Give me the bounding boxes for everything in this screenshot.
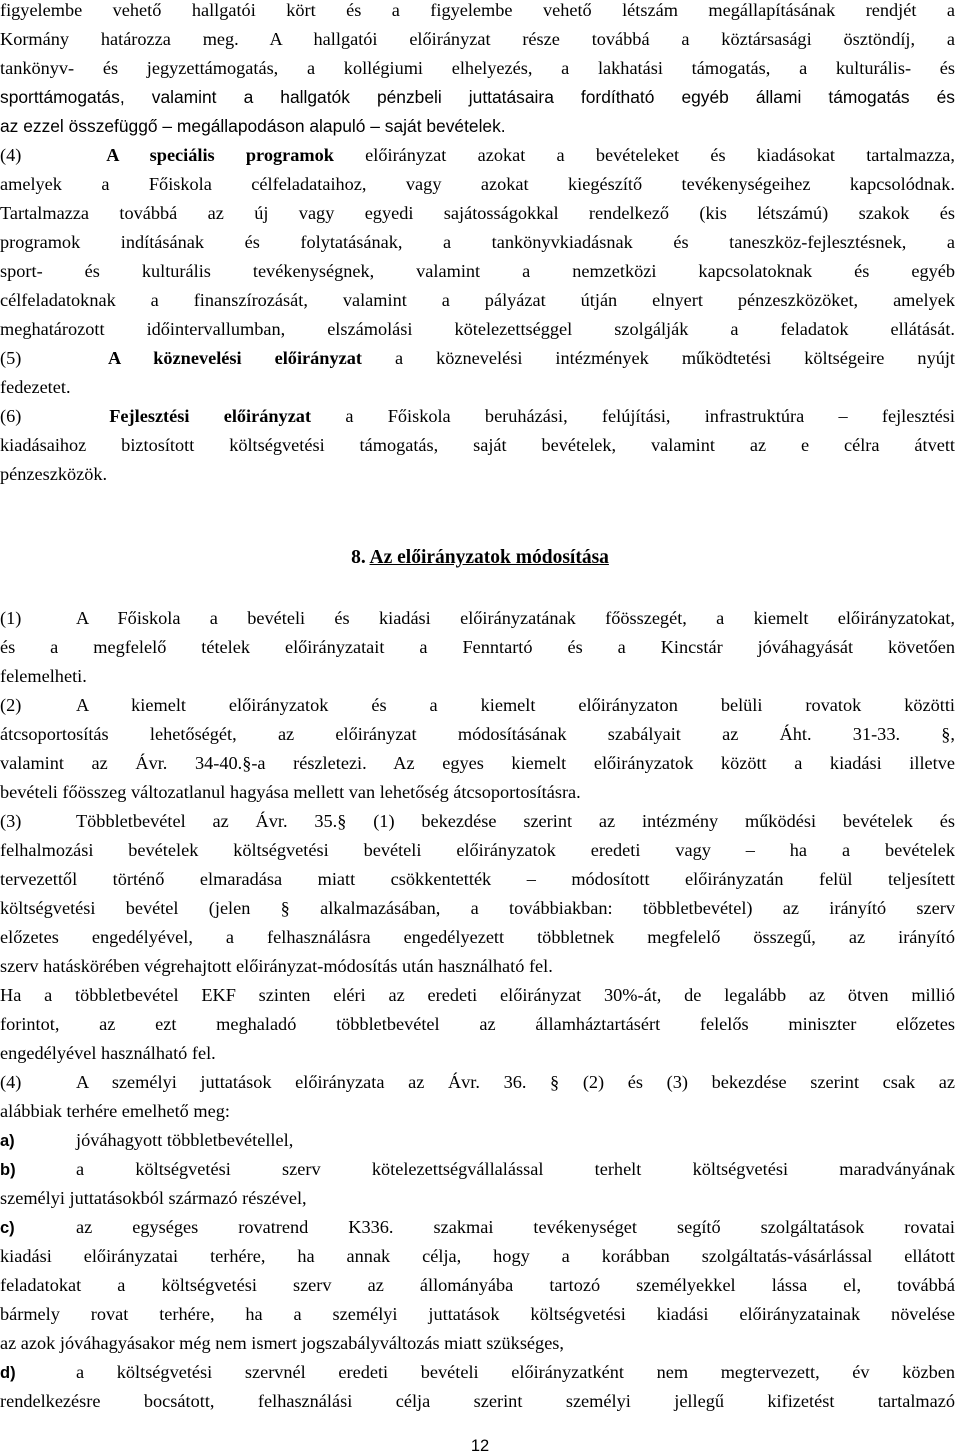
text-line: személyi juttatásokból származó részével, bbox=[0, 1188, 307, 1208]
section-paragraph-3-first-line: (3) Többletbevétel az Ávr. 35.§ (1) bekezdése szerint az intézmény működési bevételek és bbox=[0, 807, 955, 836]
list-item-c: c) az egységes rovatrend K336. szakmai tevékenységet segítő szolgáltatások rovatai bbox=[0, 1213, 955, 1242]
text-line: előzetes engedélyével, a felhasználásra engedélyezett többletnek megfelelő összegű, az irányító bbox=[0, 927, 955, 947]
list-label: a) bbox=[0, 1132, 15, 1150]
text-line: költségvetési bevétel (jelen § alkalmazásában, a továbbiakban: többletbevétel) az irányító szerv bbox=[0, 898, 955, 918]
text-line: sport- és kulturális tevékenységnek, valamint a nemzetközi kapcsolatoknak és egyéb bbox=[0, 261, 955, 281]
paragraph-number: (6) bbox=[0, 406, 22, 426]
paragraph-5-first-line: (5) A köznevelési előirányzat a köznevelési intézmények működtetési költségeire nyújt bbox=[0, 344, 955, 373]
text-line: tervezettől történő elmaradása miatt csökkentették – módosított előirányzatán felül teljesített bbox=[0, 869, 955, 889]
text-line: szerv hatáskörében végrehajtott előirányzat-módosítás után használható fel. bbox=[0, 956, 553, 976]
text-line: Kormány határozza meg. A hallgatói előirányzat része továbbá a köztársasági ösztöndíj, a bbox=[0, 29, 955, 49]
text-line: amelyek a Főiskola célfeladataihoz, vagy azokat kiegészítő tevékenységeihez kapcsolódnak. bbox=[0, 174, 955, 194]
section-paragraph-2-first-line: (2) A kiemelt előirányzatok és a kiemelt előirányzaton belüli rovatok közötti bbox=[0, 691, 955, 720]
text-line: kiadási előirányzatai terhére, ha annak célja, hogy a korábban szolgáltatás-vásárlással ellátott bbox=[0, 1246, 955, 1266]
term-special-programs: A speciális programok bbox=[106, 145, 334, 165]
text-line: felhalmozási bevételek költségvetési bevételi előirányzatok eredeti vagy – ha a bevételek bbox=[0, 840, 955, 860]
text-line: felemelheti. bbox=[0, 666, 87, 686]
list-item-b: b) a költségvetési szerv kötelezettségvállalással terhelt költségvetési maradványának bbox=[0, 1155, 955, 1184]
term-public-education: A köznevelési előirányzat bbox=[108, 348, 362, 368]
paragraph-number: (5) bbox=[0, 348, 22, 368]
text-line: fedezetet. bbox=[0, 377, 71, 397]
text-line: az azok jóváhagyásakor még nem ismert jogszabályváltozás miatt szükséges, bbox=[0, 1333, 564, 1353]
text-line: átcsoportosítás lehetőségét, az előirányzat módosításának szabályait az Áht. 31-33. §, bbox=[0, 724, 955, 744]
text-line: engedélyével használható fel. bbox=[0, 1043, 216, 1063]
paragraph-6-first-line: (6) Fejlesztési előirányzat a Főiskola beruházási, felújítási, infrastruktúra – fejlesztési bbox=[0, 402, 955, 431]
text-line: forintot, az ezt meghaladó többletbevétel az államháztartásért felelős miniszter előzetes bbox=[0, 1014, 955, 1034]
section-heading bbox=[0, 543, 960, 573]
paragraph-number: (4) bbox=[0, 1072, 22, 1092]
paragraph-number: (2) bbox=[0, 695, 22, 715]
list-label: c) bbox=[0, 1219, 15, 1237]
text-line: Ha a többletbevétel EKF szinten eléri az eredeti előirányzat 30%-át, de legalább az ötven millió bbox=[0, 985, 955, 1005]
text-line: bevételi főösszeg változatlanul hagyása mellett van lehetőség átcsoportosításra. bbox=[0, 782, 581, 802]
text-line: bármely rovat terhére, ha a személyi juttatások költségvetési kiadási előirányzatainak növelése bbox=[0, 1304, 955, 1324]
text-line: és a megfelelő tételek előirányzatait a Fenntartó és a Kincstár jóváhagyását követően bbox=[0, 637, 955, 657]
paragraph-number: (3) bbox=[0, 811, 22, 831]
paragraph-number: (1) bbox=[0, 608, 22, 628]
text-line: sporttámogatás, valamint a hallgatók pénzbeli juttatásaira fordítható egyéb állami támogatás és bbox=[0, 87, 955, 107]
text-line: valamint az Ávr. 34-40.§-a részletezi. Az egyes kiemelt előirányzatok között a kiadási illetve bbox=[0, 753, 955, 773]
text-line: célfeladatoknak a finanszírozását, valamint a pályázat útján elnyert pénzeszközöket, amelyek bbox=[0, 290, 955, 310]
text-line: tankönyv- és jegyzettámogatás, a kollégiumi elhelyezés, a lakhatási támogatás, a kulturális- és bbox=[0, 58, 955, 78]
text-line: kiadásaihoz biztosított költségvetési támogatás, saját bevételek, valamint az e célra átvett bbox=[0, 435, 955, 455]
list-item-a: a) jóváhagyott többletbevétellel, bbox=[0, 1126, 955, 1155]
text-line: figyelembe vehető hallgatói kört és a figyelembe vehető létszám megállapításának rendjét a bbox=[0, 0, 955, 20]
text-line: meghatározott időintervallumban, elszámolási kötelezettséggel szolgálják a feladatok ellátását. bbox=[0, 319, 955, 339]
page-number: 12 bbox=[470, 1437, 490, 1455]
list-label: b) bbox=[0, 1161, 16, 1179]
section-title: Az előirányzatok módosítása bbox=[369, 547, 609, 568]
text-line: feladatokat a költségvetési szerv az állományába tartozó személyekkel lássa el, továbbá bbox=[0, 1275, 955, 1295]
text-line: alábbiak terhére emelhető meg: bbox=[0, 1101, 230, 1121]
section-paragraph-1-first-line: (1) A Főiskola a bevételi és kiadási előirányzatának főösszegét, a kiemelt előirányzatokat, bbox=[0, 604, 955, 633]
term-development: Fejlesztési előirányzat bbox=[109, 406, 312, 426]
text-line: pénzeszközök. bbox=[0, 464, 108, 484]
text-line: Tartalmazza továbbá az új vagy egyedi sajátosságokkal rendelkező (kis létszámú) szakok és bbox=[0, 203, 955, 223]
list-label: d) bbox=[0, 1364, 16, 1382]
paragraph-number: (4) bbox=[0, 145, 22, 165]
section-number: 8. bbox=[351, 547, 366, 568]
paragraph-4-first-line: (4) A speciális programok előirányzat azokat a bevételeket és kiadásokat tartalmazza, bbox=[0, 141, 955, 170]
text-line: az ezzel összefüggő ‒ megállapodáson alapuló ‒ saját bevételek. bbox=[0, 116, 506, 136]
text-line: rendelkezésre bocsátott, felhasználási célja szerint személyi jellegű kifizetést tartalmazó bbox=[0, 1391, 955, 1411]
section-paragraph-4-first-line: (4) A személyi juttatások előirányzata az Ávr. 36. § (2) és (3) bekezdése szerint csak az bbox=[0, 1068, 955, 1097]
text-line: programok indításának és folytatásának, a tankönyvkiadásnak és taneszköz-fejlesztésnek, a bbox=[0, 232, 955, 252]
list-item-d: d) a költségvetési szervnél eredeti bevételi előirányzatként nem megtervezett, év közben bbox=[0, 1358, 955, 1387]
